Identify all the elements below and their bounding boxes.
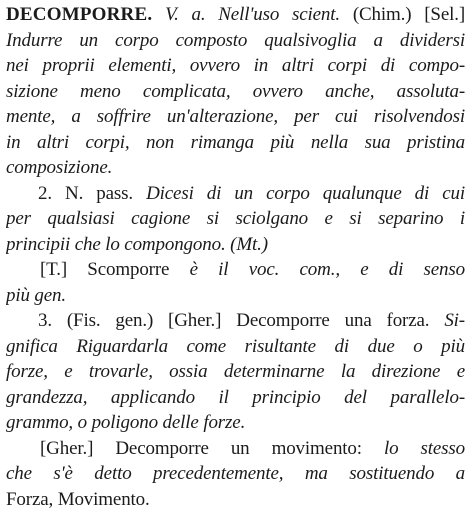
domain-tag: (Chim.) [Sel.]	[353, 4, 465, 25]
entry-line-14: gnifica Riguardarla come risultante di due o più	[6, 334, 465, 360]
entry-line-2: Indurre un corpo composto qualsivoglia a dividersi	[6, 28, 465, 54]
headword: DECOMPORRE.	[6, 4, 152, 25]
sense-2-text: Dicesi di un corpo qualunque di cui	[146, 183, 465, 204]
entry-line-18	[6, 436, 465, 462]
entry-line-13	[6, 308, 465, 334]
entry-line-16: grandezza, applicando il principio del parallelo-	[6, 385, 465, 411]
note-text: è il voc. com., e di senso	[190, 259, 465, 280]
entry-line-3: nei proprii elementi, ovvero in altri corpi di compo-	[6, 53, 465, 79]
grammar-note: V. a. Nell'uso scient.	[165, 4, 340, 25]
entry-line-4: sizione meno complicata, ovvero anche, assoluta-	[6, 79, 465, 105]
note-tag: [T.] Scomporre	[40, 259, 169, 280]
entry-line-17: grammo, o poligono delle forze.	[6, 410, 465, 436]
entry-line-12: più gen.	[6, 283, 465, 309]
entry-line-7: composizione.	[6, 155, 465, 181]
entry-line-11	[6, 257, 465, 283]
entry-line-5: mente, a soffrire un'alterazione, per cui risolvendosi	[6, 104, 465, 130]
entry-line-15: forze, e trovarle, ossia determinarne la direzione e	[6, 359, 465, 385]
entry-line-1	[6, 2, 465, 28]
entry-line-10: principii che lo compongono. (Mt.)	[6, 232, 465, 258]
sub-sense-text: lo stesso	[384, 438, 465, 459]
sense-3-text-start: Si-	[444, 310, 465, 331]
entry-line-19: che s'è detto precedentemente, ma sostituendo a	[6, 461, 465, 487]
entry-line-20: Forza, Movimento.	[6, 487, 465, 512]
sense-2-label: 2. N. pass.	[38, 183, 133, 204]
entry-line-6: in altri corpi, non rimanga più nella sua pristina	[6, 130, 465, 156]
sub-sense-label: [Gher.] Decomporre un movimento:	[40, 438, 362, 459]
entry-line-8	[6, 181, 465, 207]
entry-line-9: per qualsiasi cagione si sciolgano e si separino i	[6, 206, 465, 232]
sense-3-label: 3. (Fis. gen.) [Gher.] Decomporre una forza.	[38, 310, 429, 331]
